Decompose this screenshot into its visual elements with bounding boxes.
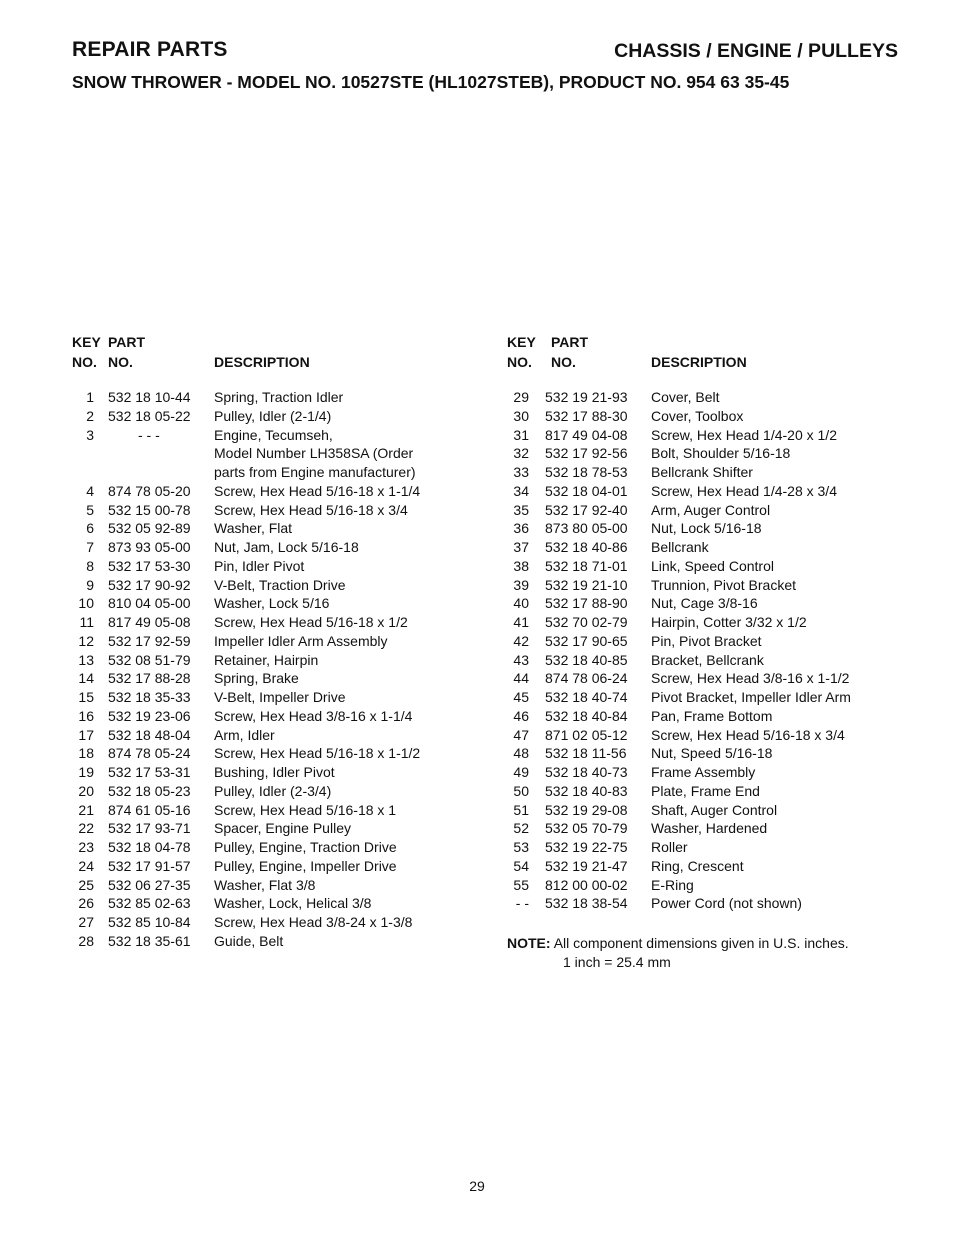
table-row <box>72 538 502 557</box>
part-number: - - - <box>138 426 160 443</box>
key-number: 11 <box>79 614 94 630</box>
part-number: 532 18 40-83 <box>545 782 628 799</box>
part-description: Nut, Cage 3/8-16 <box>651 595 758 612</box>
part-number: 532 15 00-78 <box>108 501 191 518</box>
part-description: Plate, Frame End <box>651 782 760 799</box>
part-description: parts from Engine manufacturer) <box>214 464 416 480</box>
part-number: 532 18 05-23 <box>108 782 191 799</box>
part-description: V-Belt, Traction Drive <box>214 576 346 593</box>
table-row <box>507 576 937 595</box>
part-header-top: PART <box>108 334 146 350</box>
section-title: REPAIR PARTS <box>72 38 228 61</box>
part-description: Washer, Flat 3/8 <box>214 876 316 893</box>
part-number: 532 06 27-35 <box>108 876 191 893</box>
table-row <box>72 801 502 820</box>
description-header: DESCRIPTION <box>214 354 310 370</box>
table-row <box>507 838 937 857</box>
key-number: 54 <box>513 857 529 874</box>
part-number: 532 17 91-57 <box>108 857 191 874</box>
part-number: 532 19 22-75 <box>545 839 628 855</box>
key-number: 29 <box>513 389 529 405</box>
table-row <box>72 688 502 707</box>
key-number: 22 <box>78 820 94 837</box>
table-row <box>72 857 502 876</box>
key-number: 17 <box>78 726 94 743</box>
key-number: 4 <box>86 482 94 499</box>
key-header-top: KEY <box>72 334 101 350</box>
part-description: Ring, Crescent <box>651 857 744 874</box>
part-description: Pin, Pivot Bracket <box>651 632 762 649</box>
part-description: Retainer, Hairpin <box>214 651 319 668</box>
table-row <box>507 519 937 538</box>
table-row <box>507 894 937 913</box>
key-number: - - <box>515 895 529 912</box>
table-row <box>507 763 937 782</box>
table-row <box>507 594 937 613</box>
part-number: 532 18 35-61 <box>108 932 191 949</box>
key-number: 10 <box>78 595 94 612</box>
part-number: 532 17 93-71 <box>108 820 191 837</box>
part-description: Engine, Tecumseh, <box>214 426 333 443</box>
table-row <box>72 819 502 838</box>
table-row <box>507 726 937 745</box>
part-number: 532 18 71-01 <box>545 557 628 574</box>
part-description: E-Ring <box>651 876 694 893</box>
part-description: Link, Speed Control <box>651 557 774 574</box>
table-row <box>72 501 502 520</box>
key-number: 45 <box>513 689 529 705</box>
key-number: 48 <box>513 745 529 762</box>
part-description: Spacer, Engine Pulley <box>214 820 351 837</box>
key-number: 31 <box>513 426 529 443</box>
key-number: 49 <box>513 764 529 780</box>
table-row <box>507 651 937 670</box>
key-number: 28 <box>78 932 94 949</box>
part-description: Screw, Hex Head 5/16-18 x 1 <box>214 801 397 818</box>
part-description: Washer, Hardened <box>651 820 768 837</box>
key-number: 32 <box>513 445 529 462</box>
key-number: 44 <box>513 670 529 687</box>
table-row <box>72 876 502 895</box>
note-line-2: 1 inch = 25.4 mm <box>563 954 671 970</box>
part-description: Spring, Traction Idler <box>214 389 344 405</box>
key-number: 55 <box>513 876 529 893</box>
part-header-bottom: NO. <box>108 354 133 370</box>
part-number: 532 19 23-06 <box>108 707 191 724</box>
parts-rows-right <box>507 388 937 913</box>
part-description: Screw, Hex Head 3/8-16 x 1-1/2 <box>651 670 850 687</box>
column-header <box>72 334 502 378</box>
part-number: 532 18 78-53 <box>545 464 628 480</box>
table-row <box>507 744 937 763</box>
key-number: 43 <box>513 651 529 668</box>
part-description: Washer, Lock 5/16 <box>214 595 330 612</box>
part-number: 532 18 40-73 <box>545 764 628 780</box>
table-row <box>72 388 502 407</box>
key-number: 50 <box>513 782 529 799</box>
key-number: 52 <box>513 820 529 837</box>
key-number: 9 <box>86 576 94 593</box>
table-row <box>507 857 937 876</box>
part-number: 532 05 92-89 <box>108 520 191 537</box>
key-number: 34 <box>513 482 529 499</box>
part-description: Cover, Belt <box>651 389 720 405</box>
key-number: 36 <box>513 520 529 537</box>
key-number: 24 <box>78 857 94 874</box>
table-row <box>507 388 937 407</box>
part-number: 874 78 05-24 <box>108 745 191 762</box>
part-description: Nut, Lock 5/16-18 <box>651 520 762 537</box>
key-number: 53 <box>513 839 529 855</box>
part-number: 532 08 51-79 <box>108 651 191 668</box>
column-header <box>507 334 937 378</box>
part-number: 532 17 53-31 <box>108 764 191 780</box>
table-row <box>72 632 502 651</box>
table-row <box>507 538 937 557</box>
key-number: 2 <box>86 407 94 424</box>
part-number: 871 02 05-12 <box>545 726 628 743</box>
key-number: 15 <box>78 689 94 705</box>
part-number: 873 80 05-00 <box>545 520 628 537</box>
key-number: 8 <box>86 557 94 574</box>
part-description: Pulley, Idler (2-3/4) <box>214 782 332 799</box>
table-row <box>72 463 502 482</box>
part-description: Shaft, Auger Control <box>651 801 778 818</box>
table-row <box>507 613 937 632</box>
key-number: 3 <box>86 426 94 443</box>
part-number: 532 17 88-28 <box>108 670 191 687</box>
key-number: 25 <box>78 876 94 893</box>
part-description: Power Cord (not shown) <box>651 895 802 912</box>
key-number: 40 <box>513 595 529 612</box>
table-row <box>507 482 937 501</box>
table-row <box>72 838 502 857</box>
key-number: 16 <box>78 707 94 724</box>
part-number: 532 18 11-56 <box>545 745 627 762</box>
table-row <box>72 557 502 576</box>
parts-rows-left <box>72 388 502 951</box>
key-number: 37 <box>513 539 529 555</box>
part-number: 532 18 10-44 <box>108 389 191 405</box>
table-row <box>507 444 937 463</box>
part-description: Screw, Hex Head 5/16-18 x 3/4 <box>214 501 408 518</box>
part-description: Washer, Lock, Helical 3/8 <box>214 895 372 912</box>
part-number: 532 18 40-86 <box>545 539 628 555</box>
part-description: Pulley, Engine, Traction Drive <box>214 839 397 855</box>
table-row <box>72 669 502 688</box>
note-label: NOTE: <box>507 935 551 951</box>
part-description: Pin, Idler Pivot <box>214 557 305 574</box>
key-number: 5 <box>86 501 94 518</box>
table-row <box>507 407 937 426</box>
part-number: 532 19 29-08 <box>545 801 628 818</box>
part-description: Pulley, Engine, Impeller Drive <box>214 857 397 874</box>
table-row <box>72 519 502 538</box>
part-description: Bushing, Idler Pivot <box>214 764 335 780</box>
key-number: 14 <box>78 670 94 687</box>
table-row <box>72 651 502 670</box>
table-row <box>72 782 502 801</box>
part-number: 532 17 88-90 <box>545 595 628 612</box>
key-number: 20 <box>78 782 94 799</box>
part-number: 532 18 04-78 <box>108 839 191 855</box>
table-row <box>507 632 937 651</box>
part-description: Screw, Hex Head 3/8-16 x 1-1/4 <box>214 707 413 724</box>
part-number: 874 78 06-24 <box>545 670 628 687</box>
part-number: 532 85 02-63 <box>108 895 191 912</box>
table-row <box>72 594 502 613</box>
part-description: Pan, Frame Bottom <box>651 707 773 724</box>
part-number: 532 17 90-92 <box>108 576 191 593</box>
table-row <box>72 613 502 632</box>
part-number: 532 18 38-54 <box>545 895 628 912</box>
part-number: 532 18 04-01 <box>545 482 628 499</box>
table-row <box>72 707 502 726</box>
key-number: 13 <box>78 651 94 668</box>
part-description: Guide, Belt <box>214 932 284 949</box>
table-row <box>72 763 502 782</box>
part-number: 532 18 05-22 <box>108 407 191 424</box>
part-number: 532 17 92-59 <box>108 632 191 649</box>
part-description: Arm, Idler <box>214 726 275 743</box>
part-number: 532 17 53-30 <box>108 557 191 574</box>
key-number: 23 <box>78 839 94 855</box>
page-number: 29 <box>469 1178 485 1194</box>
part-header-top: PART <box>551 334 589 350</box>
part-number: 532 19 21-47 <box>545 857 628 874</box>
part-description: Pivot Bracket, Impeller Idler Arm <box>651 689 851 705</box>
key-number: 38 <box>513 557 529 574</box>
part-description: Nut, Jam, Lock 5/16-18 <box>214 539 359 555</box>
model-subtitle: SNOW THROWER - MODEL NO. 10527STE (HL1027STEB), PRODUCT NO. 954 63 35-45 <box>72 72 790 92</box>
part-description: Screw, Hex Head 5/16-18 x 3/4 <box>651 726 845 743</box>
table-row <box>507 501 937 520</box>
table-row <box>72 913 502 932</box>
part-description: Washer, Flat <box>214 520 293 537</box>
table-row <box>507 688 937 707</box>
key-number: 47 <box>513 726 529 743</box>
part-description: V-Belt, Impeller Drive <box>214 689 346 705</box>
part-description: Screw, Hex Head 5/16-18 x 1-1/2 <box>214 745 421 762</box>
key-header-bottom: NO. <box>72 354 97 370</box>
part-description: Impeller Idler Arm Assembly <box>214 632 388 649</box>
key-number: 21 <box>78 801 94 818</box>
part-description: Roller <box>651 839 688 855</box>
key-number: 1 <box>86 389 94 405</box>
part-number: 532 17 92-56 <box>545 445 628 462</box>
note-line-1: All component dimensions given in U.S. inches. <box>553 935 849 951</box>
part-number: 532 70 02-79 <box>545 614 628 630</box>
part-number: 874 61 05-16 <box>108 801 191 818</box>
part-number: 532 19 21-93 <box>545 389 628 405</box>
section-subject: CHASSIS / ENGINE / PULLEYS <box>614 40 898 62</box>
part-number: 532 18 40-84 <box>545 707 628 724</box>
dimensions-note <box>507 934 849 972</box>
part-number: 532 18 48-04 <box>108 726 191 743</box>
part-number: 532 17 92-40 <box>545 501 628 518</box>
part-description: Cover, Toolbox <box>651 407 744 424</box>
key-header-bottom: NO. <box>507 354 532 370</box>
key-number: 30 <box>513 407 529 424</box>
key-number: 12 <box>78 632 94 649</box>
parts-list-right <box>507 334 937 913</box>
key-number: 33 <box>513 464 529 480</box>
table-row <box>72 932 502 951</box>
key-number: 42 <box>513 632 529 649</box>
part-description: Screw, Hex Head 1/4-28 x 3/4 <box>651 482 837 499</box>
part-description: Spring, Brake <box>214 670 299 687</box>
key-number: 19 <box>78 764 94 780</box>
key-number: 6 <box>86 520 94 537</box>
table-row <box>507 801 937 820</box>
description-header: DESCRIPTION <box>651 354 747 370</box>
part-description: Bellcrank Shifter <box>651 464 753 480</box>
part-number: 532 17 90-65 <box>545 632 628 649</box>
part-number: 532 18 35-33 <box>108 689 191 705</box>
part-description: Frame Assembly <box>651 764 756 780</box>
key-number: 46 <box>513 707 529 724</box>
table-row <box>507 669 937 688</box>
table-row <box>72 576 502 595</box>
key-number: 41 <box>513 614 529 630</box>
table-row <box>507 463 937 482</box>
table-row <box>72 726 502 745</box>
part-description: Screw, Hex Head 3/8-24 x 1-3/8 <box>214 914 413 930</box>
key-header-top: KEY <box>507 334 536 350</box>
key-number: 18 <box>78 745 94 762</box>
part-description: Screw, Hex Head 1/4-20 x 1/2 <box>651 426 837 443</box>
part-description: Nut, Speed 5/16-18 <box>651 745 773 762</box>
table-row <box>507 426 937 445</box>
key-number: 39 <box>513 576 529 593</box>
table-row <box>72 482 502 501</box>
part-number: 817 49 05-08 <box>108 614 191 630</box>
part-description: Trunnion, Pivot Bracket <box>651 576 796 593</box>
table-row <box>507 707 937 726</box>
table-row <box>72 744 502 763</box>
part-description: Model Number LH358SA (Order <box>214 445 414 462</box>
part-number: 810 04 05-00 <box>108 595 191 612</box>
part-number: 532 19 21-10 <box>545 576 628 593</box>
part-number: 532 18 40-85 <box>545 651 628 668</box>
part-header-bottom: NO. <box>551 354 576 370</box>
part-number: 873 93 05-00 <box>108 539 191 555</box>
table-row <box>507 782 937 801</box>
table-row <box>72 894 502 913</box>
part-description: Screw, Hex Head 5/16-18 x 1/2 <box>214 614 408 630</box>
key-number: 7 <box>86 539 94 555</box>
part-description: Pulley, Idler (2-1/4) <box>214 407 332 424</box>
part-description: Hairpin, Cotter 3/32 x 1/2 <box>651 614 807 630</box>
table-row <box>72 426 502 445</box>
part-description: Bellcrank <box>651 539 709 555</box>
table-row <box>507 819 937 838</box>
part-description: Arm, Auger Control <box>651 501 771 518</box>
part-number: 532 17 88-30 <box>545 407 628 424</box>
part-description: Screw, Hex Head 5/16-18 x 1-1/4 <box>214 482 421 499</box>
key-number: 35 <box>513 501 529 518</box>
part-number: 532 18 40-74 <box>545 689 628 705</box>
part-number: 817 49 04-08 <box>545 426 628 443</box>
key-number: 27 <box>78 914 94 930</box>
table-row <box>72 444 502 463</box>
table-row <box>72 407 502 426</box>
part-description: Bolt, Shoulder 5/16-18 <box>651 445 791 462</box>
table-row <box>507 557 937 576</box>
part-number: 532 05 70-79 <box>545 820 628 837</box>
key-number: 26 <box>78 895 94 912</box>
parts-list-left <box>72 334 502 951</box>
table-row <box>507 876 937 895</box>
part-description: Bracket, Bellcrank <box>651 651 764 668</box>
part-number: 812 00 00-02 <box>545 876 628 893</box>
part-number: 874 78 05-20 <box>108 482 191 499</box>
key-number: 51 <box>513 801 529 818</box>
part-number: 532 85 10-84 <box>108 914 191 930</box>
